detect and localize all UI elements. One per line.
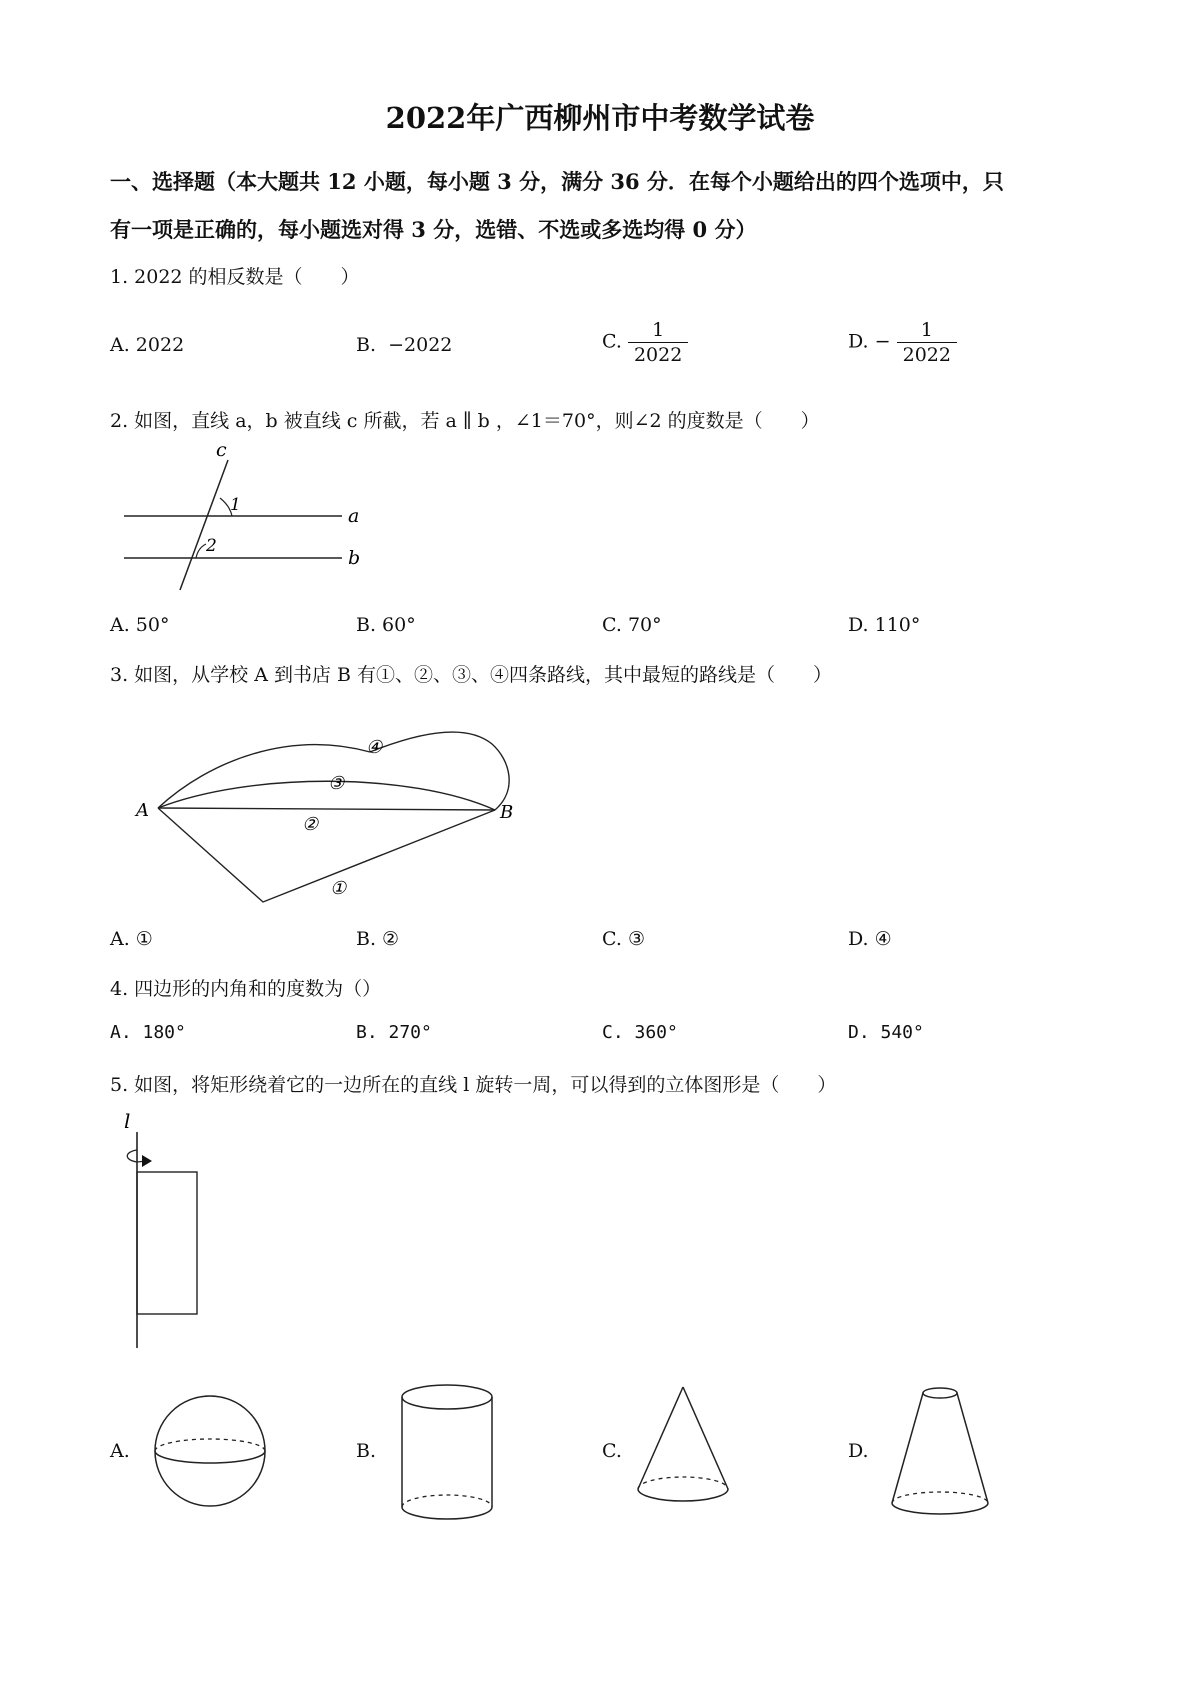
question-3-stem: 3. 如图，从学校 A 到书店 B 有①、②、③、④四条路线，其中最短的路线是（ ） (110, 664, 833, 686)
rotation-rectangle-figure (110, 1110, 220, 1350)
question-5-stem: 5. 如图，将矩形绕着它的一边所在的直线 l 旋转一周，可以得到的立体图形是（ ） (110, 1074, 837, 1096)
option-d-prefix: D. (848, 330, 869, 353)
section-heading-line-2: 有一项是正确的，每小题选对得 3 分，选错、不选或多选均得 0 分） (110, 217, 757, 242)
angle-1-label: 1 (230, 495, 241, 515)
question-2-option-d: D. 110° (848, 614, 921, 636)
question-3-option-b: B. ② (356, 928, 400, 950)
question-4-stem: 4. 四边形的内角和的度数为（） (110, 978, 382, 1000)
sphere-icon (146, 1393, 276, 1511)
question-2-option-a: A. 50° (110, 614, 170, 636)
section-heading-line-1: 一、选择题（本大题共 12 小题，每小题 3 分，满分 36 分．在每个小题给出的四个选项中，只 (110, 169, 1004, 194)
question-5-option-c: C. (602, 1440, 622, 1462)
question-3-option-c: C. ③ (602, 928, 645, 950)
point-a-label: A (136, 800, 149, 821)
question-3-option-a: A. ① (110, 928, 153, 950)
point-b-label: B (500, 802, 514, 823)
rectangle (137, 1172, 197, 1314)
cone-icon (630, 1385, 740, 1517)
question-1-option-a: A. 2022 (110, 334, 185, 356)
question-1-stem: 1. 2022 的相反数是（ ） (110, 266, 360, 288)
question-4-option-d: D. 540° (848, 1022, 924, 1043)
route-3-label: ③ (328, 773, 345, 794)
cylinder-icon (392, 1383, 502, 1525)
route-4-path (158, 732, 509, 810)
route-2-path (158, 808, 495, 810)
option-b-prefix: B. (356, 334, 377, 356)
label-c: c (216, 439, 227, 461)
route-2-label: ② (302, 814, 319, 835)
question-1-option-d (848, 318, 957, 367)
angle-2-label: 2 (206, 536, 217, 556)
parallel-lines-figure (110, 440, 370, 600)
negative-sign: − (874, 330, 891, 353)
fraction-denominator: 2022 (628, 342, 688, 367)
label-l: l (124, 1109, 131, 1133)
fraction-numerator: 1 (652, 319, 665, 341)
question-4-option-c: C. 360° (602, 1022, 678, 1043)
fraction-numerator: 1 (920, 319, 933, 341)
route-3-path (158, 781, 495, 810)
fraction (628, 318, 688, 367)
question-5-option-b: B. (356, 1440, 377, 1462)
question-4-option-b: B. 270° (356, 1022, 432, 1043)
frustum-icon (880, 1385, 1000, 1521)
question-3-option-d: D. ④ (848, 928, 892, 950)
fraction (897, 318, 957, 367)
fraction-denominator: 2022 (897, 342, 957, 367)
route-1-label: ① (330, 878, 347, 899)
page-title: 2022年广西柳州市中考数学试卷 (385, 101, 815, 135)
route-4-label: ④ (366, 737, 383, 758)
question-1-option-b (356, 334, 452, 356)
question-4-option-a: A. 180° (110, 1022, 186, 1043)
label-b: b (348, 547, 361, 569)
question-5-option-a: A. (110, 1440, 130, 1462)
option-c-prefix: C. (602, 330, 622, 353)
question-5-option-d: D. (848, 1440, 869, 1462)
angle-2-arc (196, 544, 206, 558)
question-2-stem: 2. 如图，直线 a，b 被直线 c 所截，若 a ∥ b ，∠1＝70°，则∠2 的度数是（ ） (110, 410, 820, 432)
question-1-option-c (602, 318, 688, 367)
question-2-option-c: C. 70° (602, 614, 662, 636)
label-a: a (348, 505, 360, 527)
rotation-arrowhead-icon (142, 1155, 152, 1167)
routes-figure (130, 720, 530, 920)
question-2-option-b: B. 60° (356, 614, 416, 636)
option-b-value: −2022 (388, 334, 453, 356)
line-c (180, 460, 228, 590)
route-1-path (158, 808, 495, 902)
